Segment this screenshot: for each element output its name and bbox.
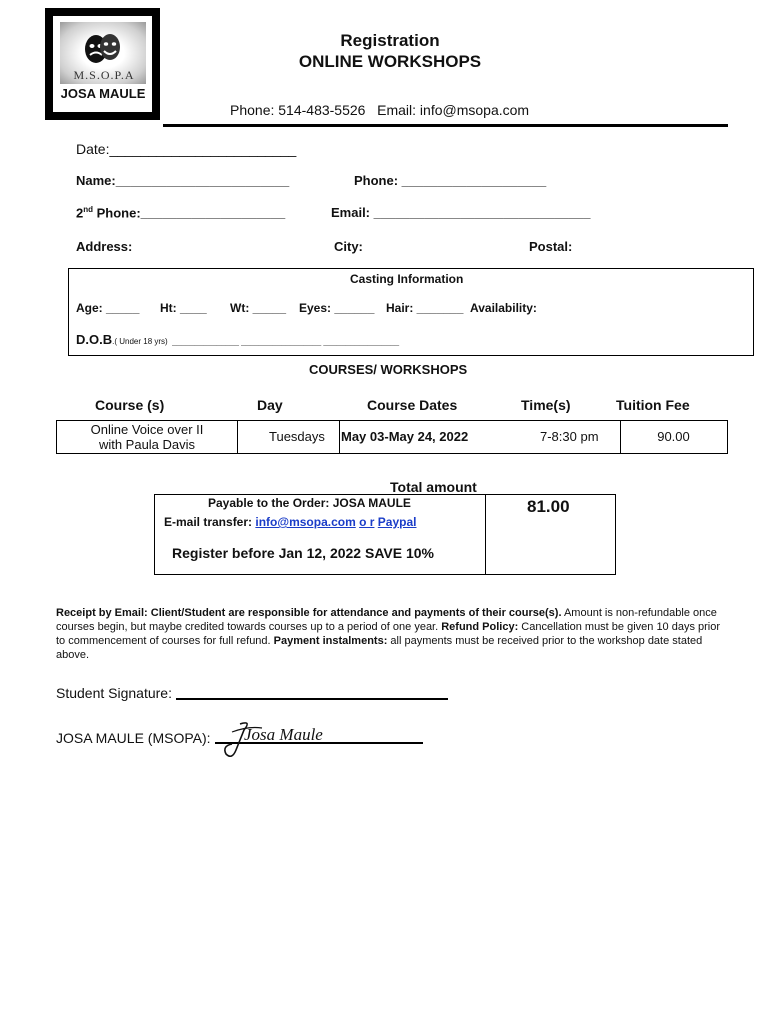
receipt-lead: Receipt by Email: Client/Student are responsible for attendance and payments of their course(s). [56, 607, 562, 619]
receipt-text2: Cancellation must be given 10 days prior to commencement of courses for full refund. [56, 621, 721, 647]
second-phone-sup: nd [83, 205, 94, 214]
course-dates: May 03-May 24, 2022 [341, 429, 469, 444]
email-label: Email: [377, 102, 417, 118]
second-phone-prefix: 2 [76, 205, 84, 221]
col-day: Day [257, 397, 283, 413]
paypal-link[interactable]: Paypal [377, 515, 417, 529]
student-signature-line[interactable] [176, 698, 448, 700]
phone-number: 514-483-5526 [278, 102, 366, 118]
receipt-paragraph [56, 606, 728, 662]
total-amount-label: Total amount [390, 479, 477, 495]
email-field[interactable]: Email: ______________________________ [331, 205, 591, 220]
dob-field[interactable] [76, 331, 399, 349]
second-phone-field[interactable] [76, 205, 285, 220]
height-field[interactable]: Ht: ____ [160, 301, 207, 315]
course-name-line1: Online Voice over II [90, 422, 204, 437]
contact-line [230, 102, 529, 118]
receipt-text3: all payments must be received prior to the workshop date stated above. [56, 635, 703, 661]
early-registration-note: Register before Jan 12, 2022 SAVE 10% [172, 545, 434, 561]
col-course-dates: Course Dates [367, 397, 458, 413]
name-field[interactable]: Name:________________________ [76, 173, 290, 188]
logo-acronym: M.S.O.P.A [73, 68, 135, 82]
table-row [56, 420, 728, 454]
theatre-masks-icon [78, 30, 128, 68]
course-name-line2: with Paula Davis [98, 437, 196, 452]
col-divider [237, 421, 238, 453]
weight-field[interactable]: Wt: _____ [230, 301, 287, 315]
course-day: Tuesdays [269, 429, 325, 444]
course-name [57, 422, 237, 452]
etransfer-or: o r [359, 515, 375, 529]
eyes-field[interactable]: Eyes: ______ [299, 301, 375, 315]
course-time: 7-8:30 pm [540, 429, 599, 444]
receipt-text1: Amount is non-refundable once courses begin, but maybe credited towards courses up to a period of one year. [56, 607, 717, 633]
handwritten-signature [222, 716, 347, 766]
total-amount: 81.00 [527, 497, 570, 516]
etransfer-line [164, 515, 417, 529]
col-course: Course (s) [95, 397, 165, 413]
signature-text: Josa Maule [244, 725, 323, 744]
date-field[interactable]: Date:________________________ [76, 141, 297, 157]
page-subtitle: ONLINE WORKSHOPS [298, 52, 482, 71]
etransfer-email-link[interactable]: info@msopa.com [255, 515, 356, 529]
phone-field[interactable]: Phone: ____________________ [354, 173, 547, 188]
col-times: Time(s) [521, 397, 571, 413]
postal-field[interactable]: Postal: [529, 239, 573, 254]
city-field[interactable]: City: [334, 239, 363, 254]
logo-name: JOSA MAULE [60, 86, 146, 101]
course-fee: 90.00 [657, 429, 690, 444]
col-tuition-fee: Tuition Fee [616, 397, 690, 413]
second-phone-label: Phone:____________________ [93, 205, 286, 221]
email-address: info@msopa.com [419, 102, 530, 118]
payment-divider [485, 495, 486, 574]
msopa-signature-label: JOSA MAULE (MSOPA): [56, 730, 211, 746]
col-divider [339, 421, 340, 453]
refund-policy-label: Refund Policy: [441, 621, 519, 633]
dob-label: D.O.B [76, 332, 113, 347]
casting-title: Casting Information [350, 272, 464, 286]
dob-note: .( Under 18 yrs) [112, 337, 168, 346]
address-field[interactable]: Address: [76, 239, 133, 254]
age-field[interactable]: Age: _____ [76, 301, 140, 315]
phone-label: Phone: [230, 102, 275, 118]
header-divider [163, 124, 728, 127]
student-signature-label: Student Signature: [56, 685, 172, 701]
dob-blanks: _______________ __________________ _________________ [172, 337, 400, 346]
availability-field[interactable]: Availability: [470, 301, 537, 315]
etransfer-label: E-mail transfer: [164, 515, 253, 529]
page-title: Registration [340, 31, 440, 50]
courses-section-title: COURSES/ WORKSHOPS [309, 362, 468, 377]
payment-instalments-label: Payment instalments: [273, 635, 388, 647]
payable-to: Payable to the Order: JOSA MAULE [208, 496, 411, 510]
hair-field[interactable]: Hair: _______ [386, 301, 464, 315]
